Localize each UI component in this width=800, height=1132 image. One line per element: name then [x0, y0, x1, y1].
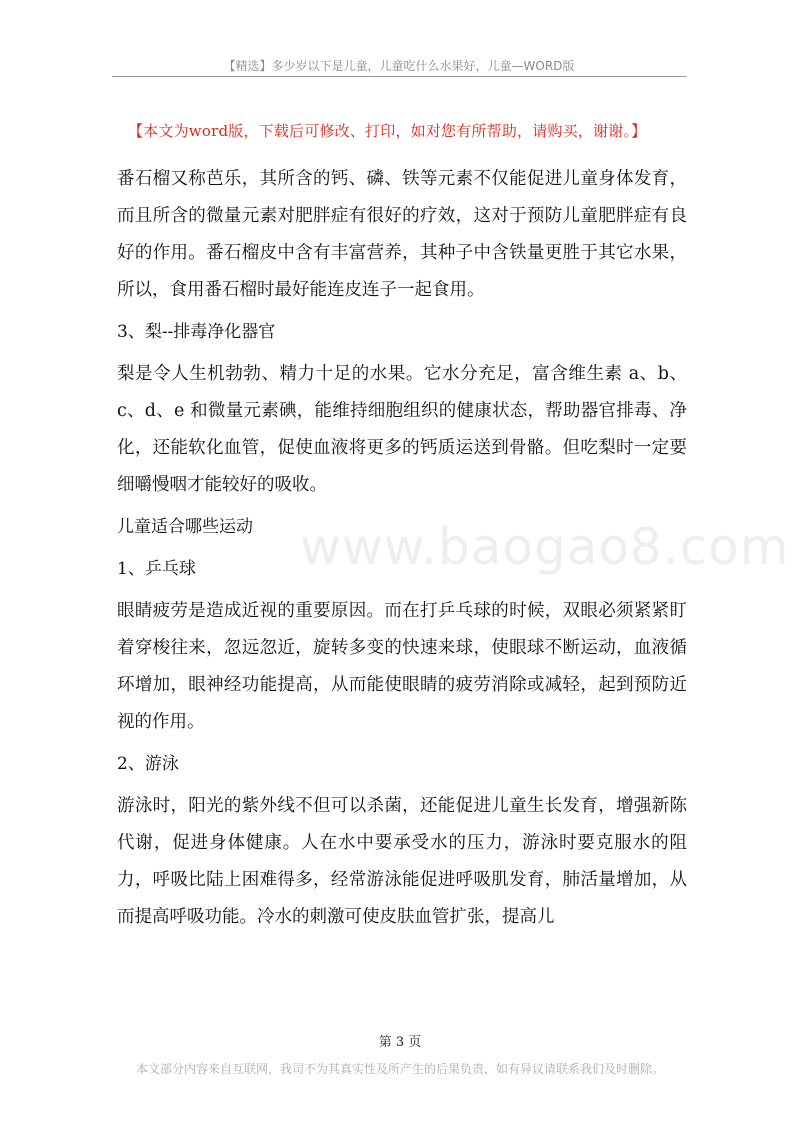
watermark: www.baogao8.com: [300, 518, 790, 576]
paragraph-pingpong: 眼睛疲劳是造成近视的重要原因。而在打乒乓球的时候，双眼必须紧紧盯着穿梭往来，忽远忽近，旋转多变的快速来球，使眼球不断运动，血液循环增加，眼神经功能提高，从而能使眼睛的疲劳消除或减轻，起到预防近视的作用。: [117, 601, 687, 732]
page-header: 【精选】多少岁以下是儿童，儿童吃什么水果好，儿童—WORD版: [223, 59, 575, 73]
paragraph-guava: 番石榴又称芭乐，其所含的钙、磷、铁等元素不仅能促进儿童身体发育，而且所含的微量元素对肥胖症有很好的疗效，这对于预防儿童肥胖症有良好的作用。番石榴皮中含有丰富营养，其种子中含铁量更胜于其它水果，所以，食用番石榴时最好能连皮连子一起食用。: [117, 169, 687, 300]
header-divider: [112, 76, 686, 77]
heading-sports: 儿童适合哪些运动: [117, 517, 253, 537]
heading-swimming: 2、游泳: [117, 754, 179, 774]
document-body: [117, 161, 687, 941]
heading-pingpong: 1、乒乓球: [117, 559, 196, 579]
page-footer-disclaimer: 本文部分内容来自互联网，我司不为其真实性及所产生的后果负责，如有异议请联系我们及时删除。: [135, 1062, 664, 1076]
paragraph-pear: 梨是令人生机勃勃、精力十足的水果。它水分充足，富含维生素 a、b、c、d、e 和微量元素碘，能维持细胞组织的健康状态，帮助器官排毒、净化，还能软化血管，促使血液将更多的钙质运送到骨骼。但吃梨时一定要细嚼慢咽才能较好的吸收。: [117, 364, 687, 495]
page-number: 第 3 页: [378, 1035, 422, 1050]
paragraph-swimming: 游泳时，阳光的紫外线不但可以杀菌，还能促进儿童生长发育，增强新陈代谢，促进身体健康。人在水中要承受水的压力，游泳时要克服水的阻力，呼吸比陆上困难得多，经常游泳能促进呼吸肌发育，肺活量增加，从而提高呼吸功能。冷水的刺激可使皮肤血管扩张，提高儿: [117, 796, 687, 927]
heading-pear: 3、梨--排毒净化器官: [117, 322, 276, 342]
word-version-notice: 【本文为word版，下载后可修改、打印，如对您有所帮助，请购买，谢谢。】: [128, 122, 647, 140]
